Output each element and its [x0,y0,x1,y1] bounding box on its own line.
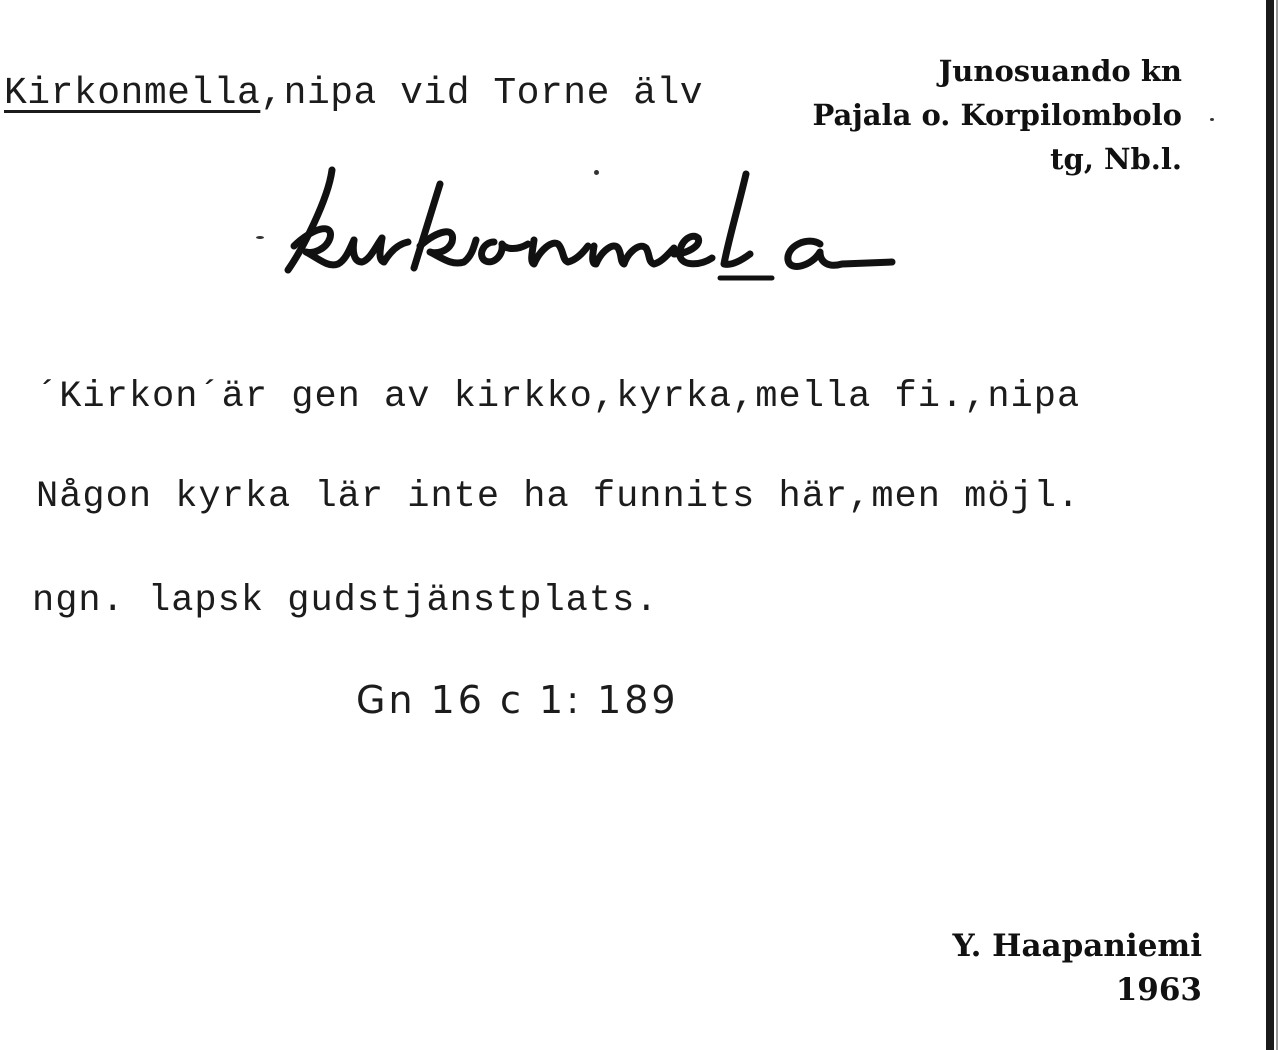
ink-speck [594,170,599,175]
headword-line [4,72,703,115]
source-reference: Gn 16 c 1: 189 [356,678,679,722]
author-name: Y. Haapaniemi [952,928,1202,964]
headword-description: ,nipa vid Torne älv [260,72,704,115]
etymology-line-2: Någon kyrka lär inte ha funnits här,men möjl. [36,476,1081,518]
region-line-2: Pajala o. Korpilombolo [812,98,1182,132]
card-edge-line [1276,0,1278,1050]
handwritten-form [272,150,932,290]
ink-speck [1210,118,1214,121]
region-line-1: Junosuando kn [938,54,1182,88]
author-year: 1963 [1115,972,1202,1008]
etymology-line-3: ngn. lapsk gudstjänstplats. [32,580,659,622]
etymology-line-1: ´Kirkon´är gen av kirkko,kyrka,mella fi.,nipa [36,376,1081,418]
card-edge-shadow [1266,0,1274,1050]
ink-speck [256,236,264,239]
region-line-3: tg, Nb.l. [1050,142,1182,176]
headword: Kirkonmella [4,72,261,115]
